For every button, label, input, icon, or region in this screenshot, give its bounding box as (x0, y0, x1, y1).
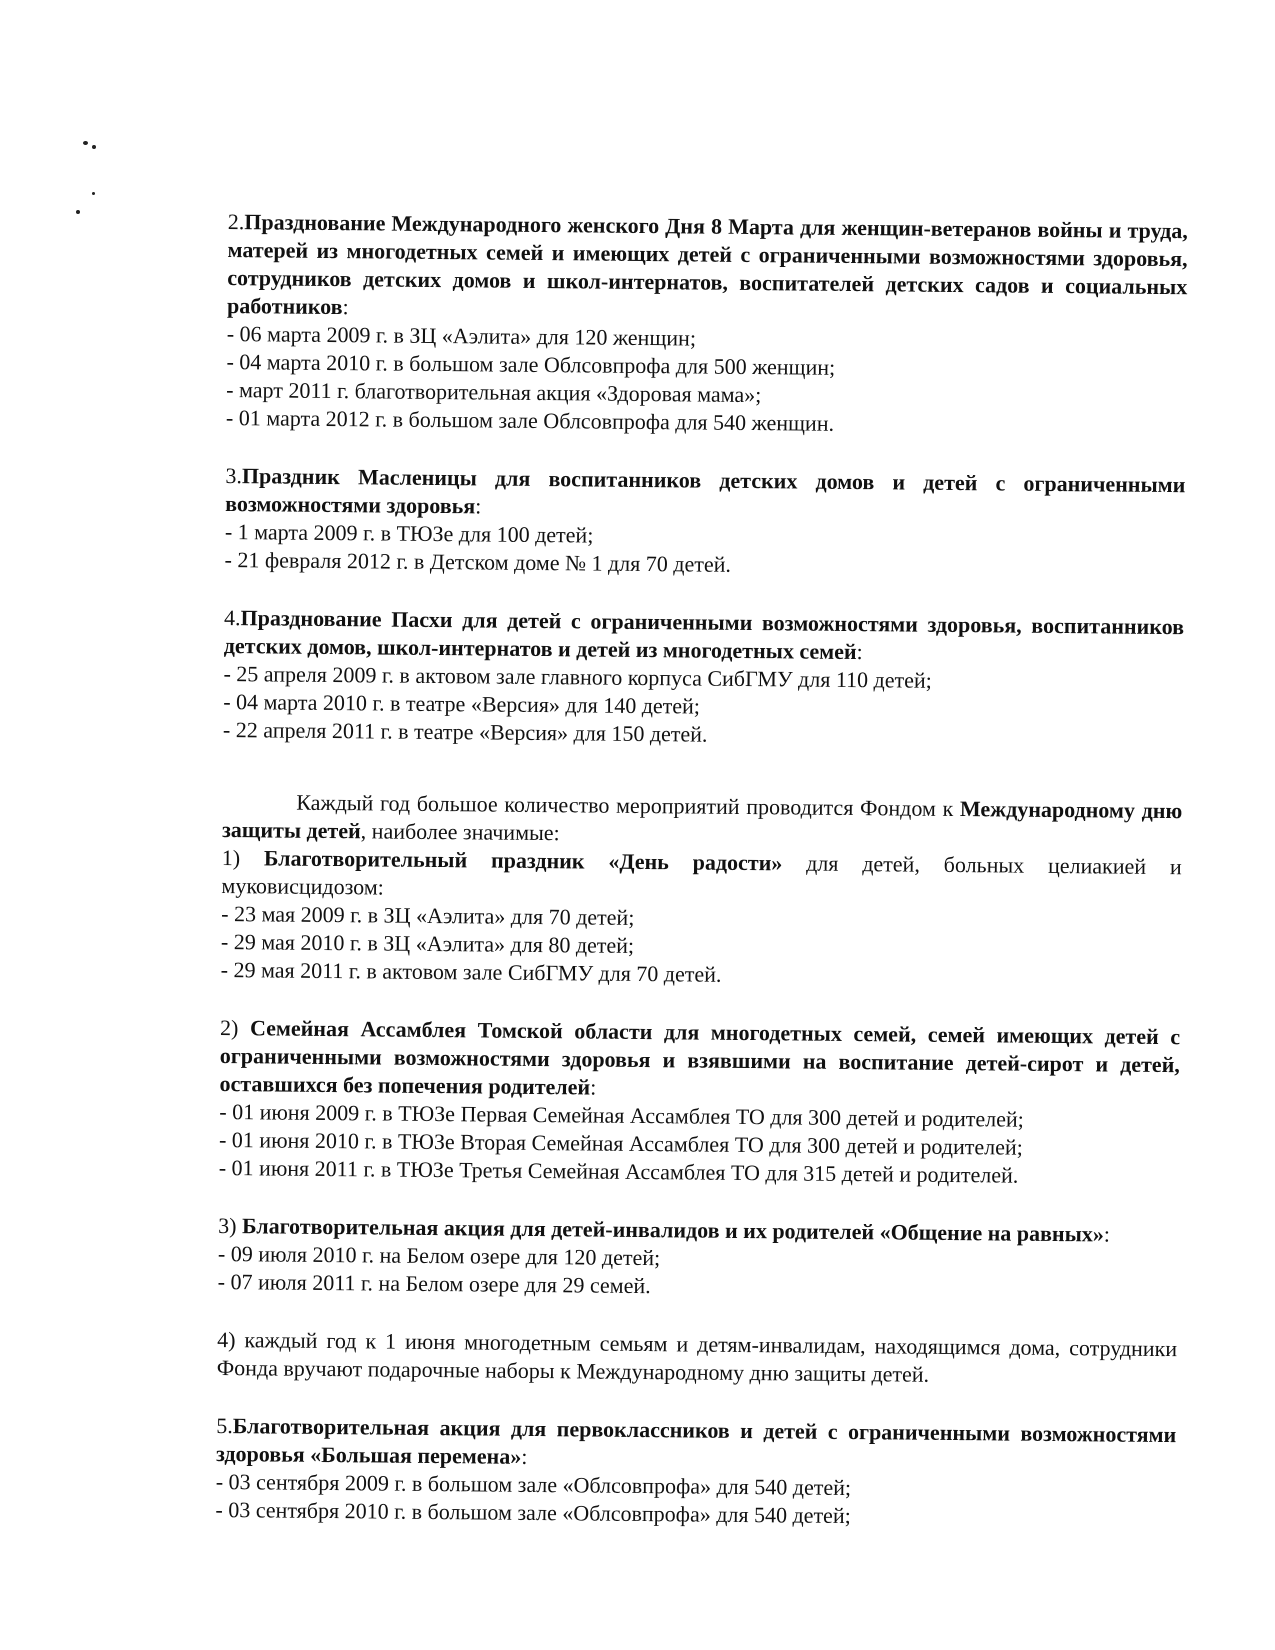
sub-title: Благотворительный праздник «День радости» (263, 845, 783, 876)
sub-rest: для детей, больных целиакией и муковисцидозом: (221, 850, 1182, 900)
colon: : (342, 294, 349, 320)
list-item: - 03 сентября 2009 г. в большом зале «Облсовпрофа» для 540 детей; (215, 1468, 852, 1501)
section-3-heading (225, 462, 1185, 527)
sub-title: Семейная Ассамблея Томской области для многодетных семей, семей имеющих детей с ограниченными возможностями здоровья и взявшими на воспитание детей-сирот и детей, оставшихся без попечения родителей (219, 1015, 1181, 1100)
list-item: - 29 мая 2010 г. в ЗЦ «Аэлита» для 80 детей; (220, 928, 635, 958)
list-item: - 01 июня 2010 г. в ТЮЗе Вторая Семейная Ассамблея ТО для 300 детей и родителей; (218, 1126, 1023, 1160)
list-item: - 01 июня 2009 г. в ТЮЗе Первая Семейная Ассамблея ТО для 300 детей и родителей; (219, 1098, 1024, 1132)
section-title: Празднование Пасхи для детей с ограниченными возможностями здоровья, воспитанников детских домов, школ-интернатов и детей из многодетных семей (223, 605, 1185, 665)
intro-text-after: , наиболее значимые: (360, 818, 560, 846)
sub-3 (218, 1212, 1179, 1305)
list-item: - 23 мая 2009 г. в ЗЦ «Аэлита» для 70 детей; (221, 900, 635, 930)
colon: : (856, 639, 863, 665)
sub-title: Благотворительная акция для детей-инвалидов и их родителей «Общение на равных» (241, 1213, 1104, 1247)
list-item: - 04 марта 2010 г. в большом зале Облсовпрофа для 500 женщин; (226, 348, 836, 380)
scan-speck (83, 141, 88, 145)
list-item: - 07 июля 2011 г. на Белом озере для 29 семей. (217, 1268, 651, 1299)
section-title: Праздник Масленицы для воспитанников детских домов и детей с ограниченными возможностями здоровья (225, 463, 1186, 519)
section-5 (215, 1412, 1176, 1533)
children-day-block (221, 788, 1183, 993)
section-3 (224, 462, 1185, 583)
colon: : (590, 1074, 597, 1100)
intro-paragraph (222, 788, 1182, 853)
colon: : (475, 493, 482, 519)
section-number: 2. (227, 208, 245, 235)
section-title: Празднование Международного женского Дня 8 Марта для женщин-ветеранов войны и труда, матерей из многодетных семей и имеющих детей с ограниченными возможностями здоровья, сотрудников детских домов и школ-интернатов, воспитателей детских садов и социальных работников (226, 209, 1188, 320)
section-number: 5. (216, 1412, 233, 1439)
sub-4-paragraph: 4) каждый год к 1 июня многодетным семьям и детям-инвалидам, находящимся дома, сотрудники Фонда вручают подарочные наборы к Международному дню защиты детей. (216, 1326, 1178, 1387)
list-item: - 1 марта 2009 г. в ТЮЗе для 100 детей; (224, 518, 594, 548)
list-item: - 29 мая 2011 г. в актовом зале СибГМУ для 70 детей. (220, 956, 722, 987)
section-2-heading (227, 208, 1188, 329)
list-item: - 01 июня 2011 г. в ТЮЗе Третья Семейная Ассамблея ТО для 315 детей и родителей. (218, 1154, 1019, 1188)
sub-number: 1) (221, 844, 265, 871)
sub-1-heading (221, 844, 1181, 909)
sub-number: 2) (220, 1014, 251, 1041)
section-2 (226, 208, 1188, 441)
list-item: - 09 июля 2010 г. на Белом озере для 120 детей; (217, 1240, 661, 1271)
list-item: - 04 марта 2010 г. в театре «Версия» для 140 детей; (223, 688, 701, 719)
scan-speck (92, 145, 96, 149)
sub-2-heading (219, 1014, 1180, 1107)
colon: : (521, 1443, 528, 1469)
list-item: - 03 сентября 2010 г. в большом зале «Облсовпрофа» для 540 детей; (215, 1496, 851, 1529)
list-item: - 22 апреля 2011 г. в театре «Версия» для 150 детей. (222, 716, 708, 747)
sub-4 (217, 1326, 1177, 1391)
scan-speck (76, 210, 80, 214)
document-body (215, 208, 1188, 1563)
list-item: - 21 февраля 2012 г. в Детском доме № 1 для 70 детей. (224, 546, 732, 577)
list-item: - 01 марта 2012 г. в большом зале Облсовпрофа для 540 женщин. (225, 404, 835, 436)
section-4-heading (224, 604, 1184, 669)
sub-2 (219, 1014, 1181, 1191)
intro-bold: Международному дню защиты детей (221, 796, 1183, 844)
section-5-heading (216, 1412, 1176, 1477)
section-number: 4. (223, 604, 241, 631)
list-item: - 25 апреля 2009 г. в актовом зале главного корпуса СибГМУ для 110 детей; (223, 660, 932, 693)
list-item: - 06 марта 2009 г. в ЗЦ «Аэлита» для 120 женщин; (226, 320, 697, 351)
section-4 (223, 604, 1184, 753)
section-title: Благотворительная акция для первоклассников и детей с ограниченными возможностями здоровья «Большая перемена» (215, 1413, 1177, 1469)
list-item: - март 2011 г. благотворительная акция «Здоровая мама»; (226, 376, 762, 408)
scan-speck (92, 192, 95, 195)
intro-text: Каждый год большое количество мероприятий проводится Фондом к (296, 789, 961, 822)
section-number: 3. (225, 462, 243, 489)
colon: : (1103, 1221, 1111, 1247)
sub-number: 3) (218, 1212, 243, 1239)
